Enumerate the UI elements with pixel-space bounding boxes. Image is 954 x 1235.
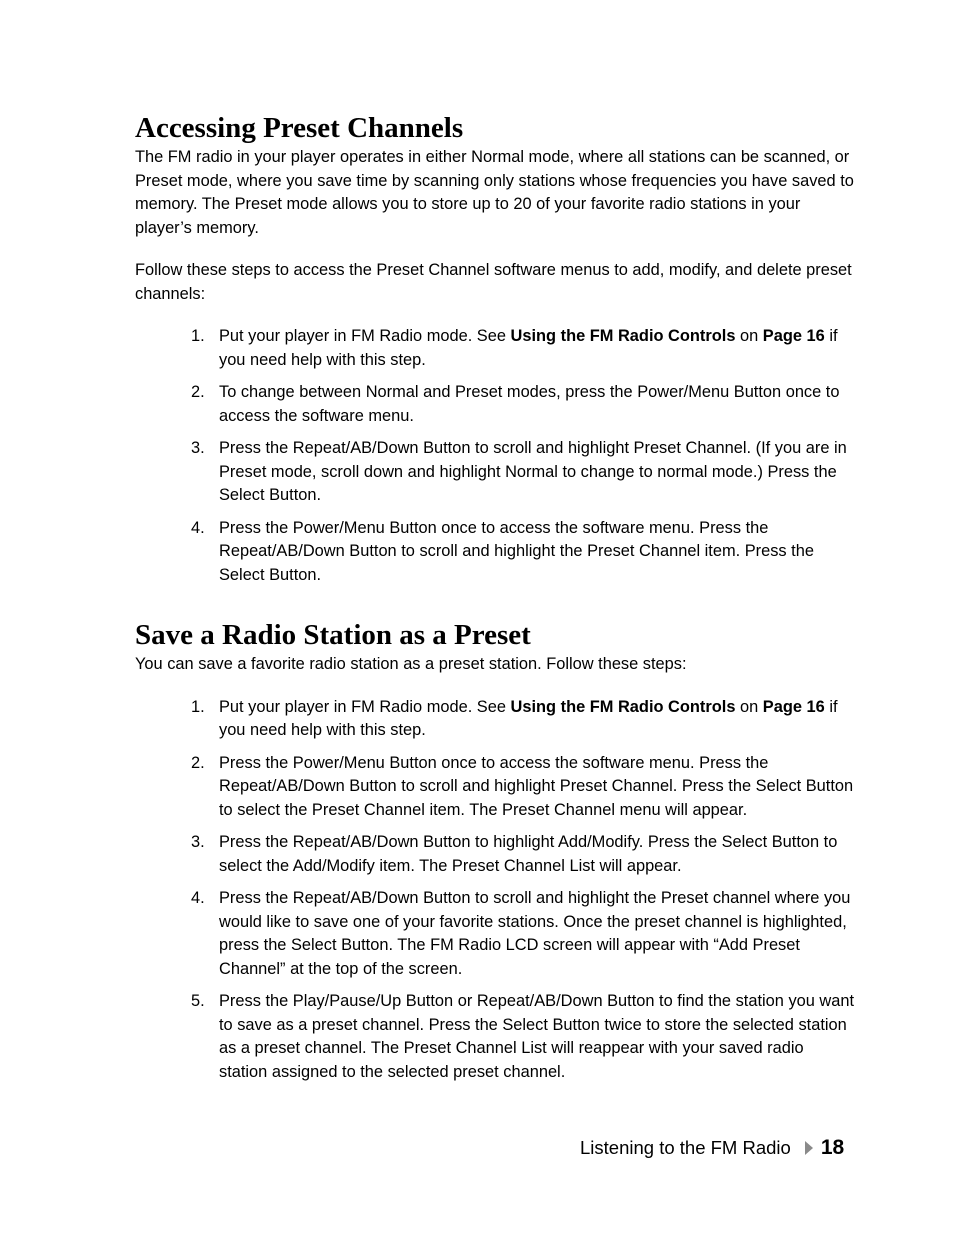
triangle-right-icon [805,1141,813,1155]
page-content [135,110,855,1084]
list-item: 3. Press the Repeat/AB/Down Button to scroll and highlight Preset Channel. (If you are in Preset mode, scroll down and highlight Normal to change to normal mode.) Press the Select Button. [191,439,847,504]
list-item: 3. Press the Repeat/AB/Down Button to highlight Add/Modify. Press the Select Button to select the Add/Modify item. The Preset Channel List will appear. [191,833,838,875]
page-footer [580,1133,850,1163]
list-item: 4. Press the Power/Menu Button once to access the software menu. Press the Repeat/AB/Down Button to scroll and highlight the Preset Channel item. Press the Select Button. [191,518,814,584]
section-title-accessing-preset: Accessing Preset Channels [135,112,464,144]
paragraph-follow-steps: Follow these steps to access the Preset Channel software menus to add, modify, and delete preset channels: [135,261,852,303]
steps-list-2 [135,696,855,1085]
section-title-save-radio-station: Save a Radio Station as a Preset [135,619,531,651]
list-item: 2. To change between Normal and Preset modes, press the Power/Menu Button once to access the software menu. [191,383,840,425]
list-item: 1. Put your player in FM Radio mode. See Using the FM Radio Controls on Page 16 if you need help with this step. [191,327,838,369]
list-item: 5. Press the Play/Pause/Up Button or Repeat/AB/Down Button to find the station you want to save as a preset channel. Press the Select Button twice to store the selected station as a preset channel. The Preset Channel List will reappear with your saved radio station assigned to the selected preset channel. [191,992,855,1081]
paragraph-intro: The FM radio in your player operates in either Normal mode, where all stations can be scanned, or Preset mode, where you save time by scanning only stations whose frequencies you have saved to memory. The Preset mode allows you to store up to 20 of your favorite radio stations in your player’s memory. [135,148,854,237]
list-item: 2. Press the Power/Menu Button once to access the software menu. Press the Repeat/AB/Down Button to scroll and highlight Preset Channel. Press the Select Button to select the Preset Channel item. The Preset Channel menu will appear. [191,753,854,819]
footer-chapter-title: Listening to the FM Radio [580,1137,791,1158]
list-item: 1. Put your player in FM Radio mode. See Using the FM Radio Controls on Page 16 if you need help with this step. [191,697,838,739]
steps-list-1 [135,325,855,587]
page-number: 18 [820,1136,845,1159]
list-item: 4. Press the Repeat/AB/Down Button to scroll and highlight the Preset channel where you would like to save one of your favorite stations. Once the preset channel is highlighted, press the Select Button. The FM Radio LCD screen will appear with “Add Preset Channel” at the top of the screen. [191,889,851,978]
paragraph-save-intro: You can save a favorite radio station as a preset station. Follow these steps: [135,655,687,673]
